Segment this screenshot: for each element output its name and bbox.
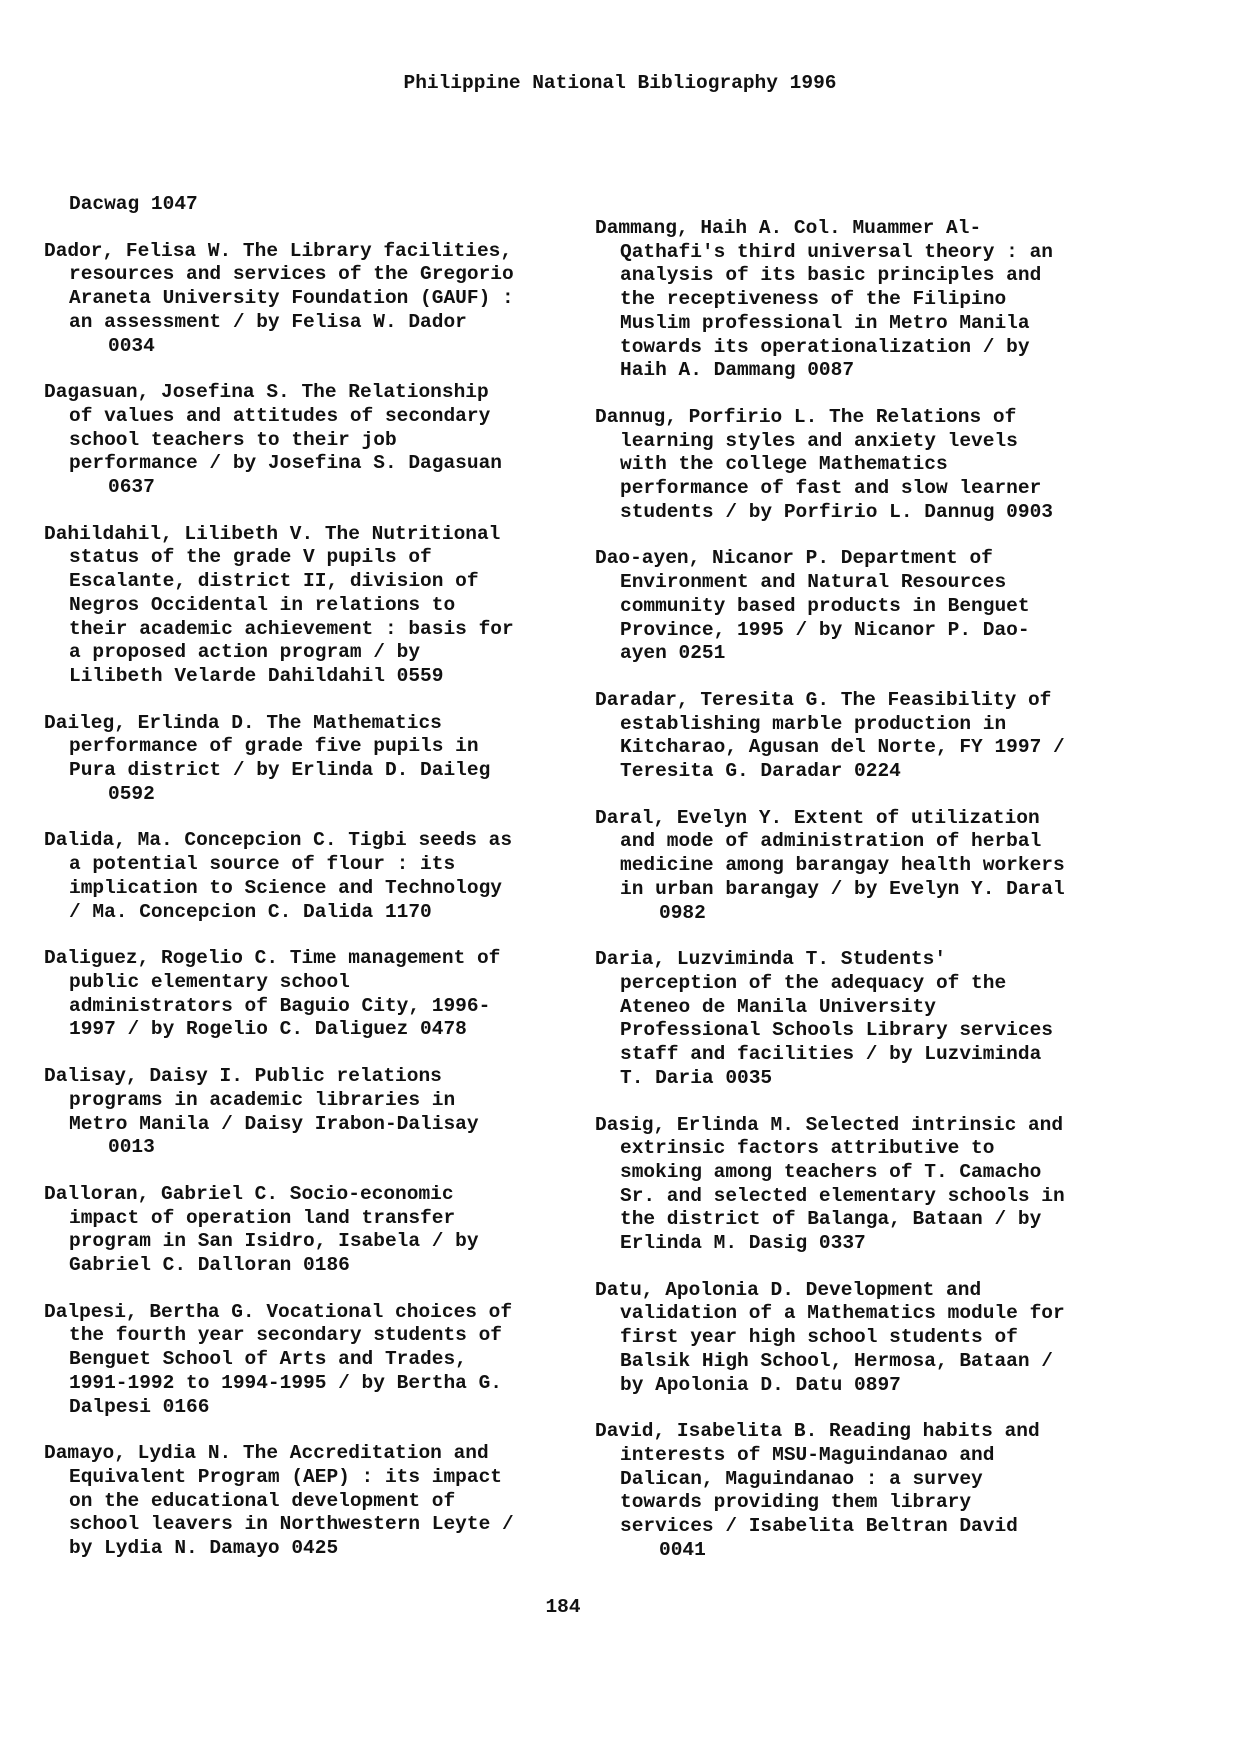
bibliography-entry	[44, 381, 604, 500]
entry-line: of values and attitudes of secondary	[69, 404, 491, 427]
entry-line: first year high school students of	[620, 1326, 1018, 1349]
bibliography-entry	[44, 1301, 604, 1420]
entry-line: interests of MSU-Maguindanao and	[620, 1443, 995, 1466]
entry-heading-line: Dagasuan, Josefina S. The Relationship	[44, 381, 489, 404]
entry-line: the fourth year secondary students of	[69, 1324, 502, 1347]
entry-number: 0041	[659, 1538, 706, 1561]
bibliography-entry	[44, 1065, 604, 1160]
entry-line: the district of Balanga, Bataan / by	[620, 1208, 1042, 1231]
entry-line: an assessment / by Felisa W. Dador	[69, 310, 467, 333]
entry-line: performance of grade five pupils in	[69, 735, 479, 758]
entry-line: implication to Science and Technology	[69, 876, 502, 899]
bibliography-entry	[595, 807, 1155, 926]
entry-line: Gabriel C. Dalloran 0186	[69, 1254, 350, 1277]
entry-line: performance of fast and slow learner	[620, 477, 1042, 500]
entry-heading-line: Daria, Luzviminda T. Students'	[595, 948, 947, 971]
entry-heading-line: Dao-ayen, Nicanor P. Department of	[595, 547, 993, 570]
entry-line: students / by Porfirio L. Dannug 0903	[620, 500, 1053, 523]
bibliography-entry	[595, 1279, 1155, 1398]
entry-heading-line: Dannug, Porfirio L. The Relations of	[595, 405, 1017, 428]
entry-line: by Apolonia D. Datu 0897	[620, 1373, 901, 1396]
entry-heading-line: Dasig, Erlinda M. Selected intrinsic and	[595, 1113, 1064, 1136]
entry-line: Dalican, Maguindanao : a survey	[620, 1467, 983, 1490]
entry-line: administrators of Baguio City, 1996-	[69, 994, 491, 1017]
entry-heading-line: Datu, Apolonia D. Development and	[595, 1278, 982, 1301]
entry-line: status of the grade V pupils of	[69, 546, 432, 569]
entry-line: Negros Occidental in relations to	[69, 593, 456, 616]
entry-line: school teachers to their job	[69, 428, 397, 451]
entry-line: impact of operation land transfer	[69, 1206, 456, 1229]
entry-line: Sr. and selected elementary schools in	[620, 1184, 1065, 1207]
entry-line: on the educational development of	[69, 1489, 456, 1512]
entry-heading-line: Daileg, Erlinda D. The Mathematics	[44, 711, 442, 734]
entry-heading-line: Dalloran, Gabriel C. Socio-economic	[44, 1182, 454, 1205]
entry-line: Lilibeth Velarde Dahildahil 0559	[69, 664, 444, 687]
entry-line: Haih A. Dammang 0087	[620, 359, 855, 382]
entry-heading-line: Dammang, Haih A. Col. Muammer Al-	[595, 217, 982, 239]
entry-heading-line: David, Isabelita B. Reading habits and	[595, 1420, 1040, 1443]
entry-line: Pura district / by Erlinda D. Daileg	[69, 759, 491, 782]
entry-line: / Ma. Concepcion C. Dalida 1170	[69, 900, 432, 923]
entry-heading-line: Dahildahil, Lilibeth V. The Nutritional	[44, 522, 501, 545]
entry-line: the receptiveness of the Filipino	[620, 288, 1007, 311]
bibliography-entry	[44, 947, 604, 1042]
entry-line: performance / by Josefina S. Dagasuan	[69, 452, 502, 475]
entry-line: program in San Isidro, Isabela / by	[69, 1230, 479, 1253]
entry-line: 1991-1992 to 1994-1995 / by Bertha G.	[69, 1371, 502, 1394]
entry-heading-line: Dador, Felisa W. The Library facilities,	[44, 239, 513, 262]
entry-line: in urban barangay / by Evelyn Y. Daral	[620, 877, 1065, 900]
entry-heading-line: Dalida, Ma. Concepcion C. Tigbi seeds as	[44, 829, 513, 852]
bibliography-entry	[44, 712, 604, 807]
entry-line: Muslim professional in Metro Manila	[620, 311, 1030, 334]
entry-line: Teresita G. Daradar 0224	[620, 760, 901, 783]
entry-line: Metro Manila / Daisy Irabon-Dalisay	[69, 1112, 479, 1135]
entry-line: Qathafi's third universal theory : an	[620, 240, 1053, 263]
bibliography-entry	[44, 1442, 604, 1561]
entry-line: analysis of its basic principles and	[620, 264, 1042, 287]
entry-line: a potential source of flour : its	[69, 853, 456, 876]
entry-line: Province, 1995 / by Nicanor P. Dao-	[620, 618, 1030, 641]
entry-line: towards its operationalization / by	[620, 335, 1030, 358]
entry-line: public elementary school	[69, 970, 350, 993]
entry-number: 0034	[108, 334, 155, 357]
entry-heading-line: Dalisay, Daisy I. Public relations	[44, 1065, 442, 1088]
entry-line: smoking among teachers of T. Camacho	[620, 1160, 1042, 1183]
entry-line: school leavers in Northwestern Leyte /	[69, 1513, 514, 1536]
entry-line: Kitcharao, Agusan del Norte, FY 1997 /	[620, 736, 1065, 759]
entry-heading-line: Daradar, Teresita G. The Feasibility of	[595, 688, 1052, 711]
bibliography-entry	[595, 406, 1155, 525]
entry-line: their academic achievement : basis for	[69, 617, 514, 640]
entry-heading-line: Damayo, Lydia N. The Accreditation and	[44, 1442, 489, 1465]
bibliography-entry	[595, 689, 1155, 784]
entry-line: ayen 0251	[620, 642, 726, 665]
page-header: Philippine National Bibliography 1996	[403, 72, 837, 94]
entry-line: a proposed action program / by	[69, 641, 421, 664]
entry-line: and mode of administration of herbal	[620, 830, 1042, 853]
bibliography-entry	[595, 948, 1155, 1090]
entry-line: Ateneo de Manila University	[620, 995, 936, 1018]
entry-number: 0013	[108, 1136, 155, 1159]
entry-number: 0592	[108, 782, 155, 805]
entry-line: Erlinda M. Dasig 0337	[620, 1232, 866, 1255]
left-column	[44, 193, 604, 1584]
entry-line: perception of the adequacy of the	[620, 971, 1007, 994]
entry-line: by Lydia N. Damayo 0425	[69, 1537, 339, 1560]
entry-line: medicine among barangay health workers	[620, 854, 1065, 877]
entry-heading-line: Daral, Evelyn Y. Extent of utilization	[595, 806, 1040, 829]
entry-line: Araneta University Foundation (GAUF) :	[69, 287, 514, 310]
right-entries	[595, 217, 1155, 1562]
entry-number: 0637	[108, 476, 155, 499]
cross-reference-text: Dacwag 1047	[69, 193, 198, 215]
entry-line: learning styles and anxiety levels	[620, 429, 1018, 452]
entry-line: Escalante, district II, division of	[69, 570, 479, 593]
bibliography-entry	[44, 1183, 604, 1278]
entry-line: Benguet School of Arts and Trades,	[69, 1348, 467, 1371]
bibliography-entry	[44, 829, 604, 924]
entry-line: Environment and Natural Resources	[620, 571, 1007, 594]
cross-reference	[44, 193, 604, 217]
bibliography-entry	[595, 1420, 1155, 1562]
bibliography-entry	[595, 1114, 1155, 1256]
entry-line: towards providing them library	[620, 1491, 972, 1514]
entry-line: extrinsic factors attributive to	[620, 1137, 995, 1160]
bibliography-entry	[595, 217, 1155, 383]
entry-line: Dalpesi 0166	[69, 1395, 210, 1418]
entry-line: Equivalent Program (AEP) : its impact	[69, 1465, 502, 1488]
entry-line: services / Isabelita Beltran David	[620, 1515, 1018, 1538]
entry-line: resources and services of the Gregorio	[69, 263, 514, 286]
bibliography-entry	[44, 240, 604, 359]
left-entries	[44, 240, 604, 1561]
entry-line: Balsik High School, Hermosa, Bataan /	[620, 1349, 1053, 1372]
entry-line: 1997 / by Rogelio C. Daliguez 0478	[69, 1018, 467, 1041]
entry-line: staff and facilities / by Luzviminda	[620, 1043, 1042, 1066]
bibliography-entry	[44, 523, 604, 689]
page-number: 184	[545, 1596, 581, 1618]
entry-line: validation of a Mathematics module for	[620, 1302, 1065, 1325]
right-column	[595, 217, 1155, 1585]
entry-heading-line: Daliguez, Rogelio C. Time management of	[44, 947, 501, 970]
entry-line: community based products in Benguet	[620, 594, 1030, 617]
entry-line: establishing marble production in	[620, 712, 1007, 735]
entry-number: 0982	[659, 901, 706, 924]
entry-line: T. Daria 0035	[620, 1066, 773, 1089]
bibliography-entry	[595, 547, 1155, 666]
entry-line: with the college Mathematics	[620, 453, 948, 476]
entry-line: programs in academic libraries in	[69, 1088, 456, 1111]
entry-line: Professional Schools Library services	[620, 1019, 1053, 1042]
entry-heading-line: Dalpesi, Bertha G. Vocational choices of	[44, 1300, 513, 1323]
